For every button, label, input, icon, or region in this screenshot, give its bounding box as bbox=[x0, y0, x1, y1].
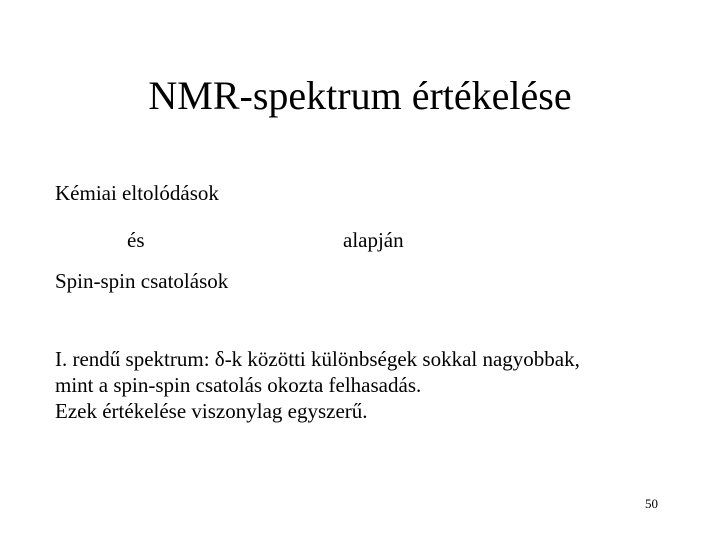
and-word: és bbox=[127, 228, 145, 252]
chemical-shifts-text: Kémiai eltolódások bbox=[55, 181, 219, 205]
paragraph-line: Ezek értékelése viszonylag egyszerű. bbox=[55, 399, 368, 423]
paragraph-line: I. rendű spektrum: δ-k közötti különbségek sokkal nagyobbak, bbox=[55, 347, 580, 371]
slide-title: NMR-spektrum értékelése bbox=[148, 73, 572, 118]
spin-spin-couplings-text: Spin-spin csatolások bbox=[55, 269, 229, 293]
page-number: 50 bbox=[645, 496, 658, 511]
paragraph-line: mint a spin-spin csatolás okozta felhasadás. bbox=[55, 373, 422, 397]
first-order-spectrum-paragraph bbox=[55, 346, 580, 424]
basis-word: alapján bbox=[343, 228, 404, 252]
